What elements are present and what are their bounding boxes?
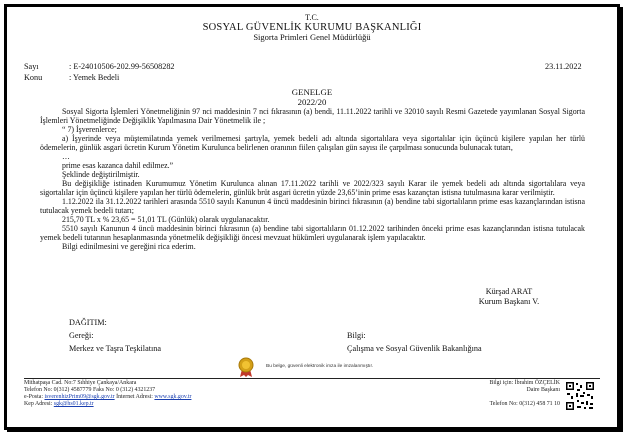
body-paragraph: “ 7) İşverenlerce; [62, 125, 117, 134]
body-paragraph: 1.12.2022 ila 31.12.2022 tarihleri arasında 5510 sayılı Kanunun 4 üncü maddesinin birinci fıkrasının (a) bendine tabi sigortalıların prime esas kazançlarından istisna tutulacak yemek bedeli tutarı; [40, 197, 585, 215]
signer-title: Kurum Başkanı V. [478, 297, 540, 306]
body-paragraph: 5510 sayılı Kanunun 4 üncü maddesinin birinci fıkrasının (a) bendine tabi sigortalıların 01.12.2022 tarihinden önceki prime esas kazançlarından istisna tutulacak yemek bedeli tutarının hesaplanmasında yönetmelik değişikliği öncesi mevzuat hükümleri uygulanarak işlem yapılacaktır. [40, 224, 585, 242]
circular-number: 2022/20 [297, 96, 327, 107]
document-header [24, 14, 600, 42]
e-signature-seal-icon [236, 357, 256, 377]
bilgi-value: Çalışma ve Sosyal Güvenlik Bakanlığına [347, 344, 482, 353]
body-paragraph: … [62, 152, 70, 161]
signer-name: Kürşad ARAT [485, 287, 533, 296]
info-contact-phone: Telefon No: 0(312) 458 71 10 [489, 401, 560, 407]
body-paragraph: Bu değişikliğe istinaden Kurumumuz Yönetim Kurulunca alınan 17.11.2022 tarihli ve 2022/323 sayılı Karar ile yemek bedeli adı altında sigortalılara veya sigortalılar için üçüncü kişilere yapılan her türlü ödemelerin, günlük brüt asgari ücretin yüzde 23,65’inin prime esas kazançtan istisna tutulmasına karar verilmiştir. [40, 179, 585, 197]
sayi-value: : E-24010506-202.99-56508282 [69, 62, 175, 71]
circular-title-main: GENELGE [291, 87, 333, 97]
body-paragraph: prime esas kazanca dahil edilmez.” [62, 161, 174, 170]
email-label: e-Posta: [24, 394, 43, 400]
gerekli-value: Merkez ve Taşra Teşkilatına [69, 344, 161, 353]
kep-link[interactable]: sgk@hs01.kep.tr [53, 401, 94, 407]
gerekli-label: Gereği: [69, 331, 94, 340]
document-frame [4, 4, 620, 430]
footer-email-line [24, 394, 384, 401]
info-contact-person: Bilgi için: İbrahim ÖZÇELİK [489, 380, 560, 386]
footer-contact [24, 380, 384, 408]
header-department: Sigorta Primleri Genel Müdürlüğü [253, 32, 371, 43]
body-paragraph: Şeklinde değiştirilmiştir. [62, 170, 140, 179]
qr-code-icon [565, 381, 595, 411]
header-tc: T.C. [305, 13, 319, 22]
header-organization: SOSYAL GÜVENLİK KURUMU BAŞKANLIĞI [202, 22, 422, 34]
e-signature-note: Bu belge, güvenli elektronik imza ile imzalanmıştır. [266, 364, 374, 369]
body-paragraph: Sosyal Sigorta İşlemleri Yönetmeliğinin 97 nci maddesinin 7 nci fıkrasının (a) bendi, 11.11.2022 tarihli ve 32010 sayılı Resmi Gazetede yayımlanan Sosyal Sigorta İşlemleri Yönetmeliğinde Değişiklik Yapılmasına Dair Yönetmelik ile ; [40, 107, 585, 125]
body-paragraph: a) İşyerinde veya müştemilatında yemek verilmemesi şartıyla, yemek bedeli adı altında sigortalılara veya sigortalılar için üçüncü kişilere yapılan her türlü ödemelerin, günlük asgari ücretin Kurum Yönetim Kurulunca belirlenen oranının fiilen çalışılan gün sayısı ile çarpılması sonucunda bulunacak tutarı, [40, 134, 585, 152]
document-date: 23.11.2022 [545, 62, 582, 71]
circular-title [24, 88, 600, 107]
footer-divider [24, 378, 600, 379]
kep-label: Kep Adresi: [24, 401, 53, 407]
sayi-label: Sayı [24, 62, 39, 71]
info-contact-title: Daire Başkanı [526, 387, 560, 393]
footer-address: Mithatpaşa Cad. No:7 Sıhhiye Çankaya/Ankara [24, 380, 137, 386]
bilgi-label: Bilgi: [347, 331, 366, 340]
web-label: İnternet Adresi: [116, 394, 153, 400]
web-link[interactable]: www.sgk.gov.tr [154, 394, 192, 400]
konu-value: : Yemek Bedeli [69, 73, 120, 82]
footer-info-contact [444, 380, 560, 408]
distribution-heading: DAĞITIM: [69, 318, 107, 327]
signature-block [454, 287, 564, 307]
info-block [347, 329, 482, 355]
email-link[interactable]: isverenhizPrim09@sgk.gov.tr [44, 394, 115, 400]
body-paragraph: Bilgi edinilmesini ve gereğini rica ederim. [62, 242, 196, 251]
footer-phone: Telefon No: 0(312) 4587779 Faks No: 0 (312) 4321237 [24, 387, 156, 393]
circular-body [40, 107, 585, 251]
konu-label: Konu [24, 73, 43, 82]
body-paragraph: 215,70 TL x % 23,65 = 51,01 TL (Günlük) olarak uygulanacaktır. [62, 215, 270, 224]
footer-kep-line [24, 401, 384, 408]
document-page [24, 13, 600, 407]
distribution-block [69, 316, 161, 355]
